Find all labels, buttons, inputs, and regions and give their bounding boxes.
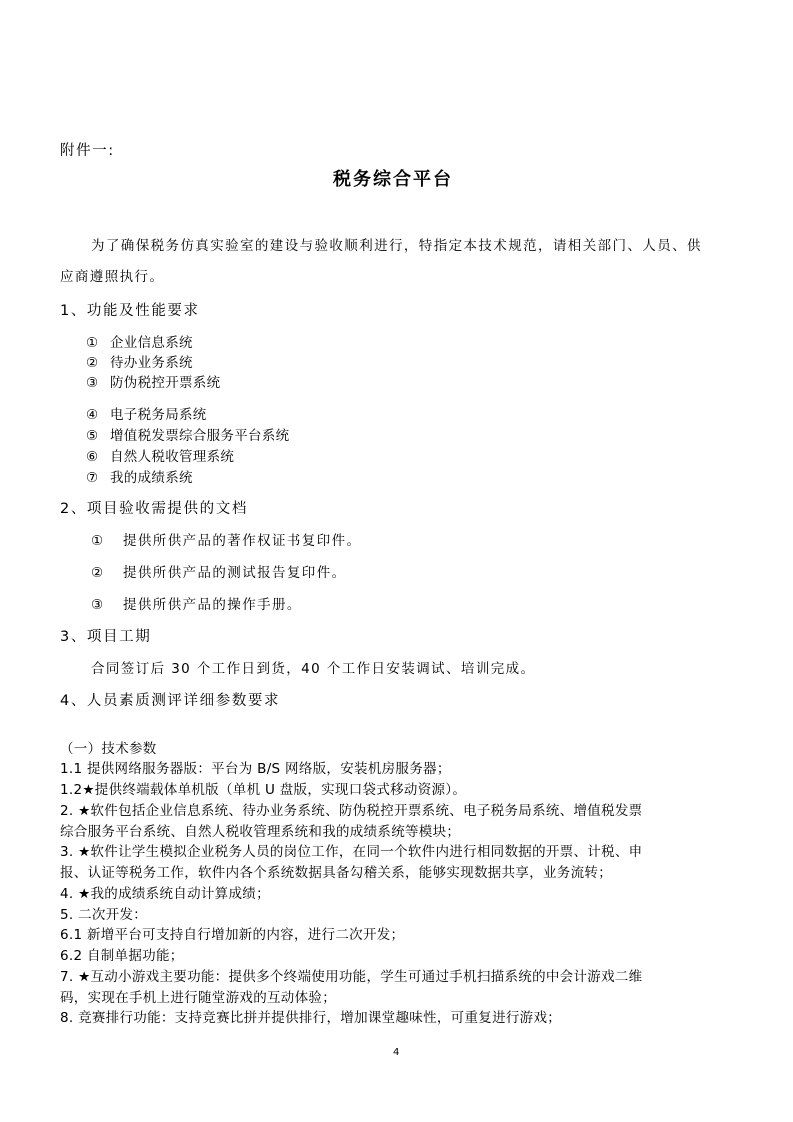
param-line: 2. ★软件包括企业信息系统、待办业务系统、防伪税控开票系统、电子税务局系统、增值税发票 [60,803,643,819]
param-line: 8. 竞赛排行功能：支持竞赛比拼并提供排行，增加课堂趣味性，可重复进行游戏； [60,1010,562,1026]
item-text: 我的成绩系统 [110,470,193,486]
param-line: 码，实现在手机上进行随堂游戏的互动体验； [60,990,336,1006]
item-text: 自然人税收管理系统 [110,449,235,465]
section-4-heading: 4、人员素质测评详细参数要求 [60,693,281,709]
param-line: 7. ★互动小游戏主要功能：提供多个终端使用功能，学生可通过手机扫描系统的中会计游戏二维 [60,969,643,985]
param-line: 4. ★我的成绩系统自动计算成绩； [60,886,270,902]
item-number: ⑥ [86,449,99,465]
section-1-heading: 1、功能及性能要求 [60,303,200,319]
item-text: 电子税务局系统 [110,407,207,423]
item-number: ⑤ [86,428,99,444]
item-text: 防伪税控开票系统 [110,375,221,391]
page-title: 税务综合平台 [333,169,453,190]
list-item [86,334,193,352]
list-item [91,532,361,550]
param-line: （一）技术参数 [60,741,157,757]
param-line: 5. 二次开发： [60,907,148,923]
section-2-heading: 2、项目验收需提供的文档 [60,501,248,517]
section-3-heading: 3、项目工期 [60,629,152,645]
param-line: 3. ★软件让学生模拟企业税务人员的岗位工作，在同一个软件内进行相同数据的开票、计税、申 [60,844,643,860]
list-item [86,406,207,424]
item-number: ① [91,533,105,549]
param-line: 综合服务平台系统、自然人税收管理系统和我的成绩系统等模块； [60,824,461,840]
param-line: 1.1 提供网络服务器版：平台为 B/S 网络版，安装机房服务器； [60,761,451,777]
list-item [86,448,234,466]
item-text: 提供所供产品的测试报告复印件。 [123,565,347,581]
param-line: 6.2 自制单据功能； [60,948,184,964]
item-number: ① [86,335,99,351]
list-item [86,427,289,445]
list-item [86,469,193,487]
item-text: 待办业务系统 [110,355,193,371]
section-3-text: 合同签订后 30 个工作日到货，40 个工作日安装调试、培训完成。 [91,661,536,677]
attachment-label: 附件一: [60,143,115,159]
item-text: 提供所供产品的操作手册。 [123,597,302,613]
item-text: 增值税发票综合服务平台系统 [110,428,290,444]
item-text: 企业信息系统 [110,335,193,351]
list-item [86,374,220,392]
page-number: 4 [393,1047,400,1058]
param-line: 1.2★提供终端载体单机版（单机 U 盘版，实现口袋式移动资源）。 [60,782,467,798]
list-item [86,354,193,372]
list-item [91,564,347,582]
item-number: ⑦ [86,470,99,486]
intro-line-2: 应商遵照执行。 [60,269,165,285]
item-text: 提供所供产品的著作权证书复印件。 [123,533,362,549]
list-item [91,596,302,614]
item-number: ④ [86,407,99,423]
item-number: ③ [86,375,99,391]
item-number: ② [86,355,99,371]
item-number: ③ [91,597,105,613]
intro-line-1: 为了确保税务仿真实验室的建设与验收顺利进行，特指定本技术规范，请相关部门、人员、供 [91,238,702,254]
param-line: 6.1 新增平台可支持自行增加新的内容，进行二次开发； [60,927,405,943]
item-number: ② [91,565,105,581]
param-line: 报、认证等税务工作，软件内各个系统数据具备勾稽关系，能够实现数据共享，业务流转； [60,865,612,881]
